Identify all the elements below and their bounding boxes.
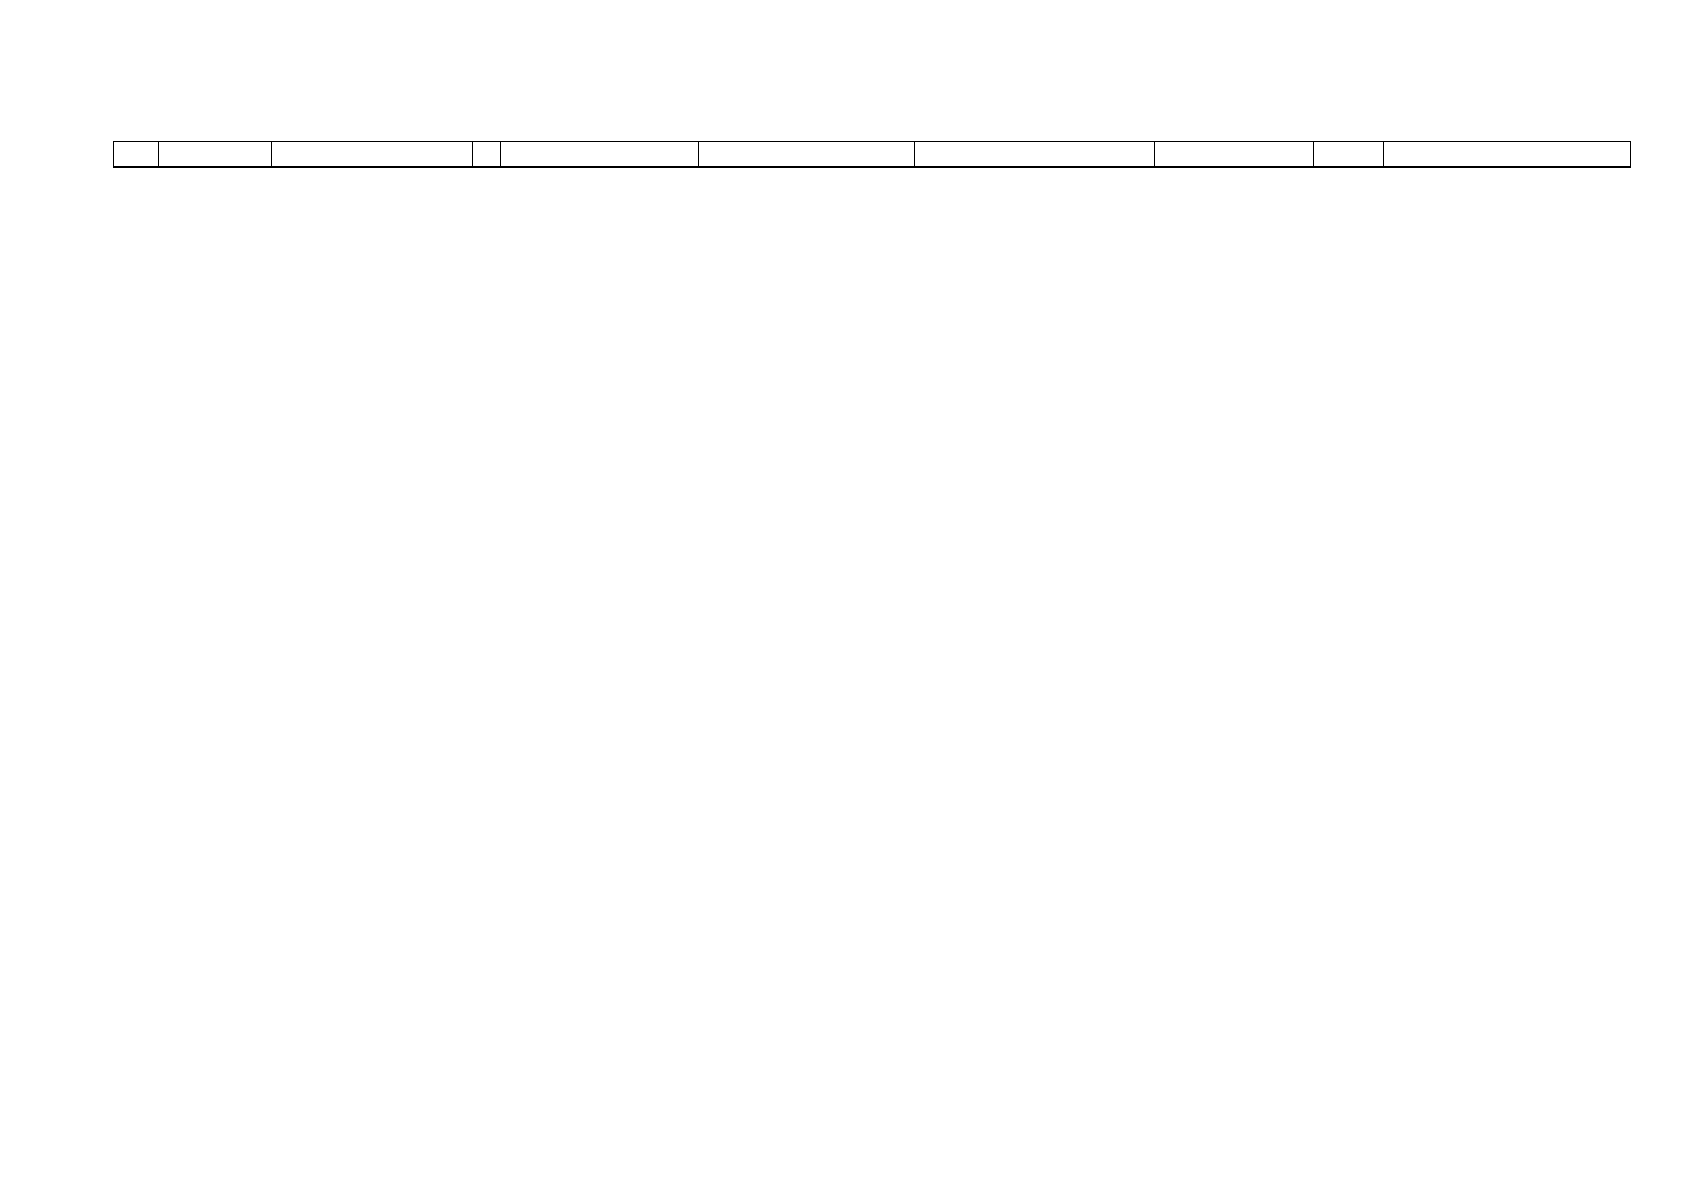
cell-location	[501, 167, 699, 168]
continuation-row	[114, 167, 1631, 168]
cell-status	[473, 167, 501, 168]
header-cell-3	[272, 142, 473, 167]
header-cell-5	[501, 142, 699, 167]
header-cell-10	[1384, 142, 1631, 167]
table-header-row	[114, 142, 1631, 167]
cell-name	[272, 167, 473, 168]
header-cell-7	[915, 142, 1155, 167]
cell-purpose	[1155, 167, 1314, 168]
cell-zone	[699, 167, 915, 168]
cell-note	[1384, 167, 1631, 168]
header-cell-1	[114, 142, 159, 167]
cell-num	[114, 167, 159, 168]
header-cell-9	[1314, 142, 1384, 167]
cell-characteristics	[915, 167, 1155, 168]
cell-code	[159, 167, 272, 168]
header-cell-2	[159, 142, 272, 167]
header-cell-6	[699, 142, 915, 167]
header-cell-4	[473, 142, 501, 167]
cell-year	[1314, 167, 1384, 168]
facilities-table	[113, 141, 1631, 168]
header-cell-8	[1155, 142, 1314, 167]
